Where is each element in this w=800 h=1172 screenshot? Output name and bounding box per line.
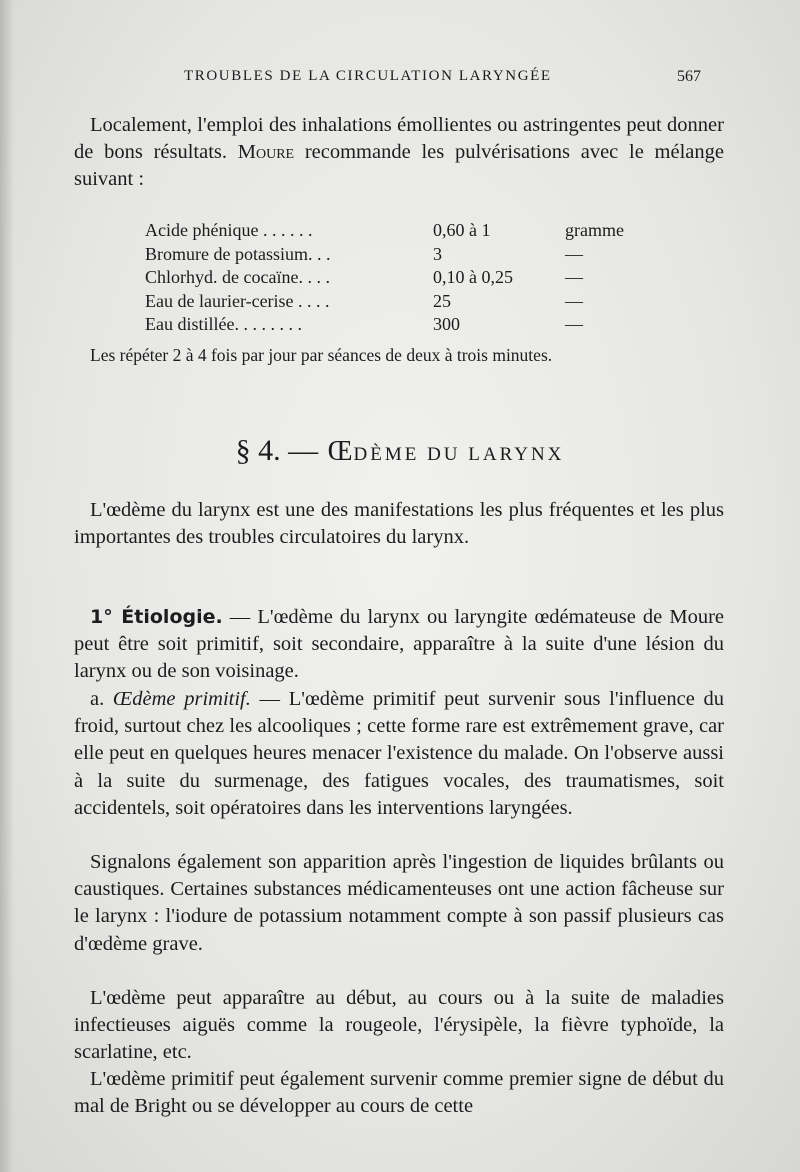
ingredient-unit: — xyxy=(565,290,583,311)
ingredient-name: Eau distillée. . . . . . . . xyxy=(145,314,302,334)
ingredient-unit: — xyxy=(565,314,583,334)
definition-paragraph: L'œdème du larynx est une des manifestations les plus fréquentes et les plus importantes des troubles circulatoires du larynx. xyxy=(74,499,724,549)
intro-paragraph xyxy=(74,112,724,194)
ingredient-unit: — xyxy=(565,243,583,264)
ingredient-name: Acide phénique . . . . . . xyxy=(145,220,313,240)
etiology-text: — L'œdème du larynx ou laryngite œdémateuse de Moure peut être soit primitif, soit secondaire, apparaître à la suite d'une lésion du larynx ou de son voisinage. xyxy=(74,606,725,683)
ingredient-unit: — xyxy=(565,267,583,287)
page-number: 567 xyxy=(677,68,701,85)
primary-label: Œdème primitif. xyxy=(112,688,251,710)
ingredient-name: Eau de laurier-cerise . . . . xyxy=(145,290,330,311)
infectious-paragraph: L'œdème peut apparaître au début, au cours ou à la suite de maladies infectieuses aiguës comme la rougeole, l'érysipèle, la fièvre typhoïde, la scarlatine, etc. xyxy=(74,987,724,1064)
dosage-note: Les répéter 2 à 4 fois par jour par séances de deux à trois minutes. xyxy=(90,345,553,365)
ingredient-dose: 300 xyxy=(433,314,460,334)
section-number: § 4. — xyxy=(235,434,326,467)
bright-paragraph: L'œdème primitif peut également survenir comme premier signe de début du mal de Bright ou se développer au cours de cette xyxy=(74,1068,724,1118)
section-title-initial: Œ xyxy=(327,436,354,467)
primary-text: — L'œdème primitif peut survenir sous l'influence du froid, surtout chez les alcooliques ; cette forme rare est extrêmement grave, car elle peut en quelques heures menacer l'existence du malade. On l'observe aussi à la suite du surmenage, des fatigues vocales, des traumatismes, soit accidentels, soit opératoires dans les interventions laryngées. xyxy=(74,688,724,819)
intro-text-after: recommande les pulvérisations avec le mélange suivant : xyxy=(74,141,724,191)
ingredient-name: Bromure de potassium. . . xyxy=(145,243,331,264)
ingredient-unit: gramme xyxy=(565,220,624,240)
ingredient-name: Chlorhyd. de cocaïne. . . . xyxy=(145,267,330,287)
author-name: Moure xyxy=(237,141,295,164)
section-title-rest: DÈME DU LARYNX xyxy=(353,444,565,465)
liquids-paragraph: Signalons également son apparition après l'ingestion de liquides brûlants ou caustiques. Certaines substances médicamenteuses ont une action fâcheuse sur le larynx : l'iodure de potassium notamment compte à son passif plusieurs cas d'œdème grave. xyxy=(74,851,724,955)
ingredient-dose: 0,10 à 0,25 xyxy=(433,267,513,287)
section-heading xyxy=(0,434,800,468)
section-title xyxy=(327,436,565,467)
page-edge-shadow xyxy=(0,0,14,1172)
etiology-paragraph xyxy=(74,604,724,686)
intro-text-before: Localement, l'emploi des inhalations émollientes ou astringentes peut donner de bons résultats. xyxy=(74,114,724,164)
ingredient-dose: 25 xyxy=(433,290,451,311)
running-head xyxy=(0,68,800,92)
ingredient-dose: 0,60 à 1 xyxy=(433,220,491,240)
primary-edema-paragraph xyxy=(74,686,724,822)
running-title: TROUBLES DE LA CIRCULATION LARYNGÉE xyxy=(184,68,552,84)
ingredient-dose: 3 xyxy=(433,243,442,264)
etiology-label: 1° Étiologie. xyxy=(90,606,223,628)
primary-prefix: a. xyxy=(90,688,113,710)
